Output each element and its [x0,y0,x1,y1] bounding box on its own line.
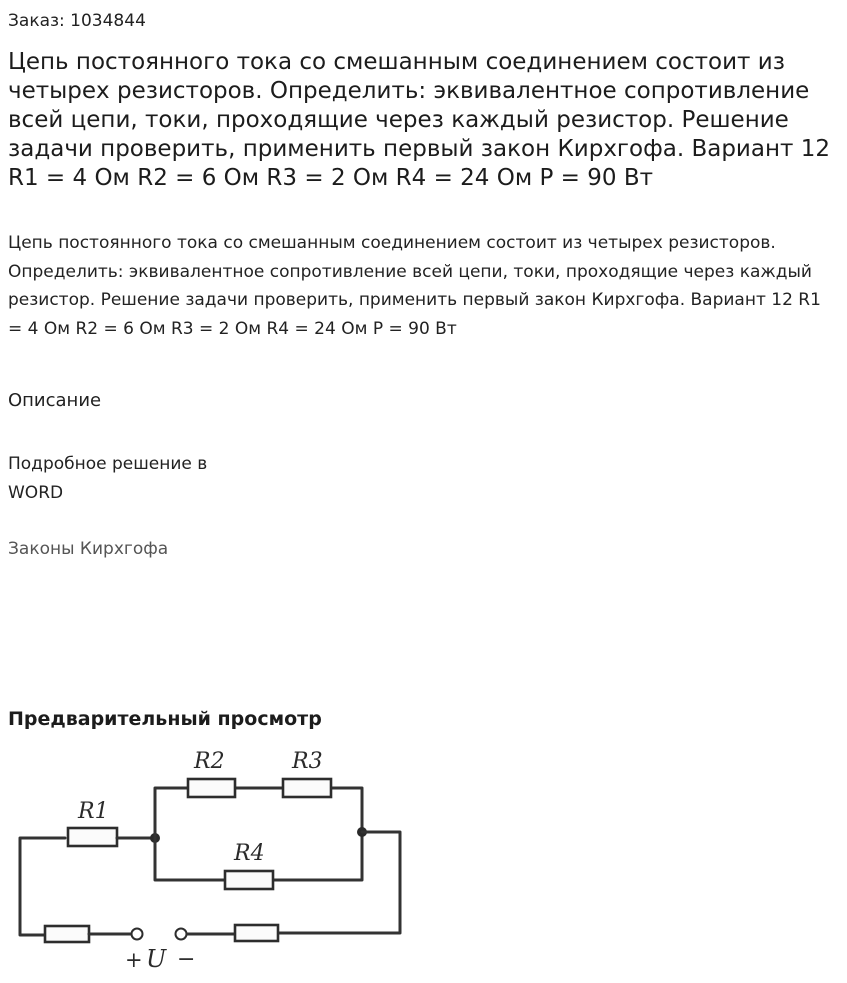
circuit-preview-image [8,740,428,975]
positive-terminal [132,929,143,940]
r4-label: R4 [234,841,265,866]
negative-terminal [176,929,187,940]
task-description: Цепь постоянного тока со смешанным соединением состоит из четырех резисторов. Определить: эквивалентное сопротивление всей цепи, токи, проходящие через каждый резистор. Решение задачи проверить, применить первый закон Кирхгофа. Вариант 12 R1 = 4 Ом R2 = 6 Ом R3 = 2 Ом R4 = 24 Ом P = 90 Вт [8,233,821,339]
bottom-right-resistor [235,925,278,941]
left-outer-wire [20,838,65,935]
resistor-r2 [188,779,235,797]
r3-label: R3 [292,749,323,774]
solution-note: Подробное решение в WORD [8,454,208,503]
resistor-r3 [283,779,331,797]
description-label: Описание [8,390,102,411]
topic-tag-link[interactable]: Законы Кирхгофа [8,539,169,559]
r1-label: R1 [78,799,109,824]
circuit-diagram [8,740,428,975]
right-outer-wire [278,832,400,933]
page-title: Цепь постоянного тока со смешанным соединением состоит из четырех резисторов. Определить: эквивалентное сопротивление всей цепи, токи, проходящие через каждый резистор. Решение задачи проверить, применить первый закон Кирхгофа. Вариант 12 R1 = 4 Ом R2 = 6 Ом R3 = 2 Ом R4 = 24 Ом P = 90 Вт [8,49,830,191]
preview-heading: Предварительный просмотр [8,708,322,730]
bottom-left-resistor [45,926,89,942]
resistor-r1 [68,828,117,846]
voltage-label: U [146,945,167,973]
plus-label: + [125,948,143,972]
order-number: Заказ: 1034844 [8,11,146,31]
minus-label: − [177,947,196,972]
resistor-r4 [225,871,273,889]
r2-label: R2 [194,749,225,774]
